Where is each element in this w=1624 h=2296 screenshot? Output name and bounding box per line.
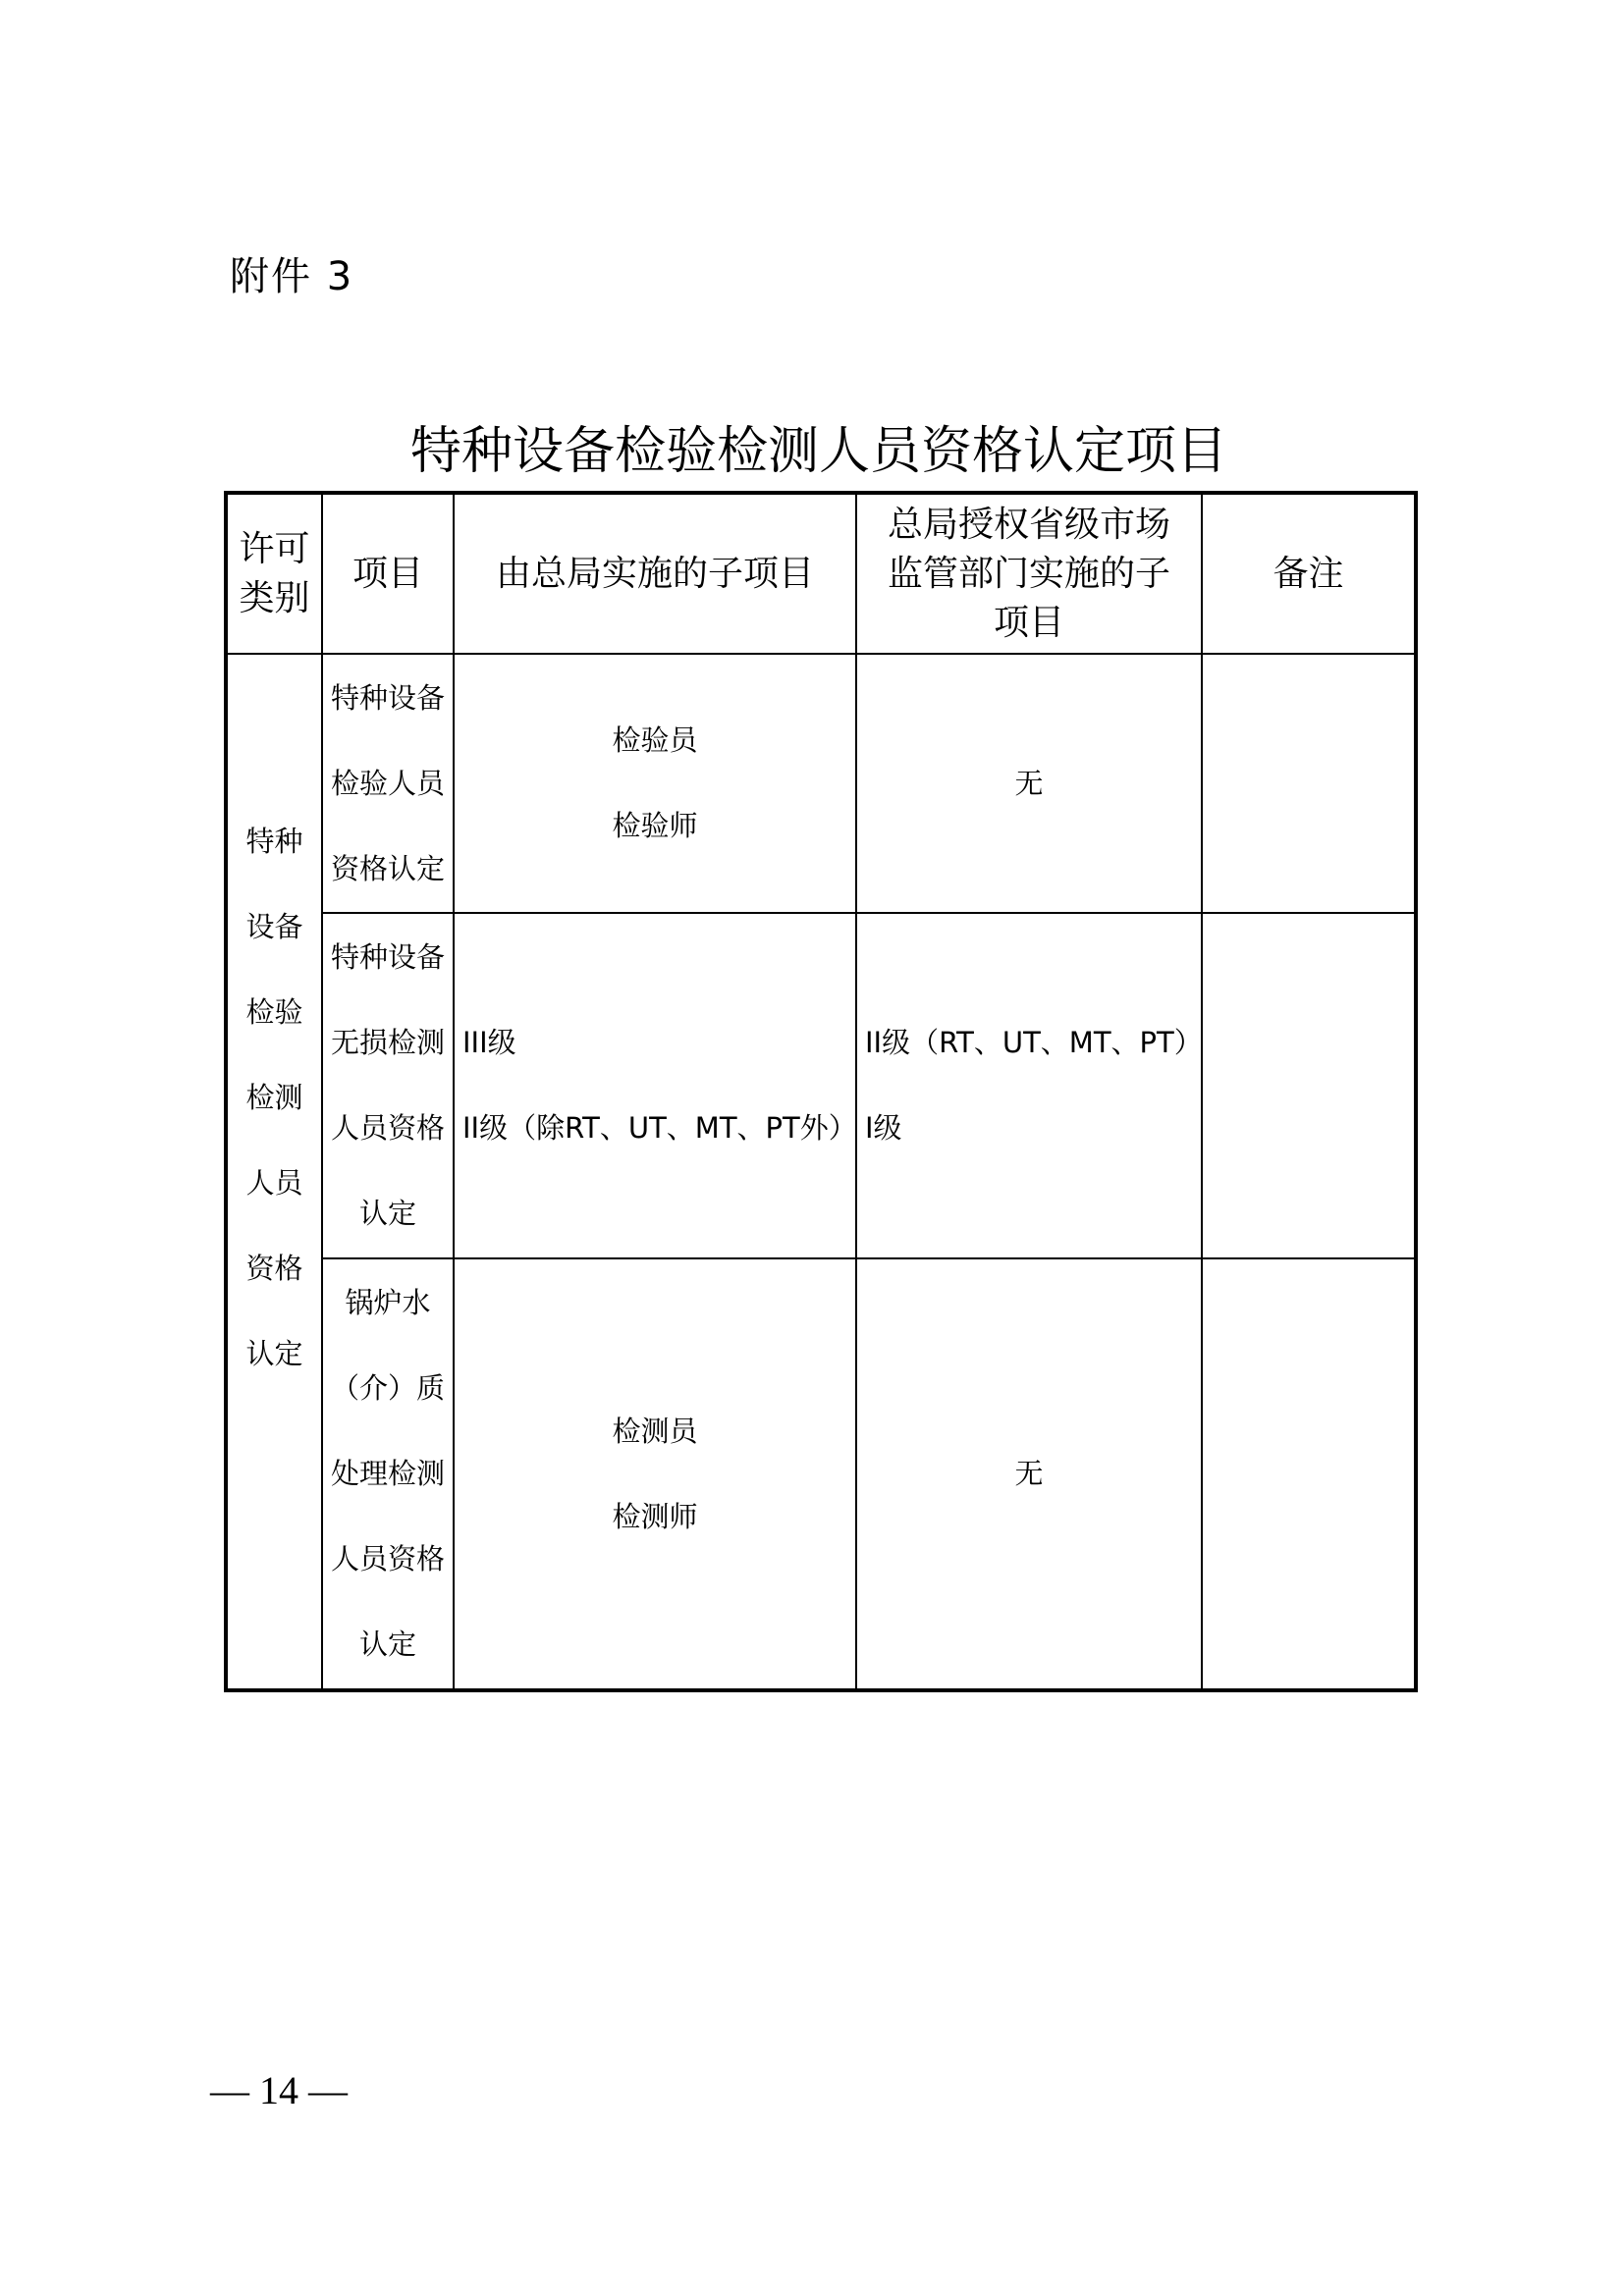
item-line: 资格认定 — [330, 851, 445, 885]
provincial-subitem: 无 — [1014, 1457, 1044, 1490]
qualification-table — [224, 491, 1418, 1692]
header-provincial-line: 总局授权省级市场 — [887, 504, 1170, 545]
item-line: 处理检测 — [330, 1457, 445, 1490]
header-item: 项目 — [322, 493, 454, 654]
item-line: 认定 — [358, 1197, 416, 1230]
header-provincial-line: 监管部门实施的子 — [887, 553, 1170, 594]
header-remarks: 备注 — [1202, 493, 1416, 654]
header-hq-subitems: 由总局实施的子项目 — [454, 493, 856, 654]
attachment-label: 附件 3 — [230, 254, 354, 299]
hq-subitems-cell — [454, 913, 856, 1258]
hq-subitem: III级 — [462, 1026, 516, 1059]
hq-subitem: 检验员 — [612, 723, 698, 757]
item-cell — [322, 913, 454, 1258]
table-header-row — [226, 493, 1416, 654]
provincial-subitem: 无 — [1014, 766, 1044, 800]
header-provincial-subitems — [856, 493, 1202, 654]
item-cell — [322, 654, 454, 913]
category-cell — [226, 654, 322, 1690]
provincial-subitem: I级 — [865, 1111, 902, 1145]
item-cell — [322, 1258, 454, 1690]
item-line: 锅炉水 — [345, 1286, 431, 1319]
provincial-subitem: II级（RT、UT、MT、PT） — [865, 1026, 1203, 1059]
provincial-subitems-cell — [856, 654, 1202, 913]
category-line: 设备 — [245, 910, 303, 943]
item-line: （介）质 — [330, 1371, 445, 1405]
item-line: 认定 — [358, 1628, 416, 1661]
remarks-cell — [1202, 913, 1416, 1258]
item-line: 特种设备 — [330, 940, 445, 974]
table-row — [226, 913, 1416, 1258]
category-line: 特种 — [245, 825, 303, 858]
category-line: 人员 — [245, 1166, 303, 1200]
category-line: 认定 — [245, 1337, 303, 1370]
header-provincial-line: 项目 — [993, 602, 1064, 643]
header-category — [226, 493, 322, 654]
provincial-subitems-cell — [856, 1258, 1202, 1690]
hq-subitems-cell — [454, 1258, 856, 1690]
category-line: 检验 — [245, 995, 303, 1029]
hq-subitem: 检验师 — [612, 809, 698, 842]
category-line: 检测 — [245, 1081, 303, 1114]
category-line: 资格 — [245, 1252, 303, 1285]
provincial-subitems-cell — [856, 913, 1202, 1258]
hq-subitems-cell — [454, 654, 856, 913]
remarks-cell — [1202, 654, 1416, 913]
item-line: 人员资格 — [330, 1111, 445, 1145]
table-row — [226, 654, 1416, 913]
remarks-cell — [1202, 1258, 1416, 1690]
item-line: 人员资格 — [330, 1542, 445, 1575]
hq-subitem: II级（除RT、UT、MT、PT外） — [462, 1111, 857, 1145]
page-number: — 14 — — [210, 2068, 348, 2112]
table-row — [226, 1258, 1416, 1690]
header-category-line: 类别 — [239, 577, 310, 618]
hq-subitem: 检测员 — [612, 1414, 698, 1448]
item-line: 无损检测 — [330, 1026, 445, 1059]
document-title: 特种设备检验检测人员资格认定项目 — [409, 422, 1227, 481]
item-line: 检验人员 — [330, 766, 445, 800]
item-line: 特种设备 — [330, 680, 445, 715]
header-category-line: 许可 — [239, 528, 310, 569]
hq-subitem: 检测师 — [612, 1499, 698, 1533]
